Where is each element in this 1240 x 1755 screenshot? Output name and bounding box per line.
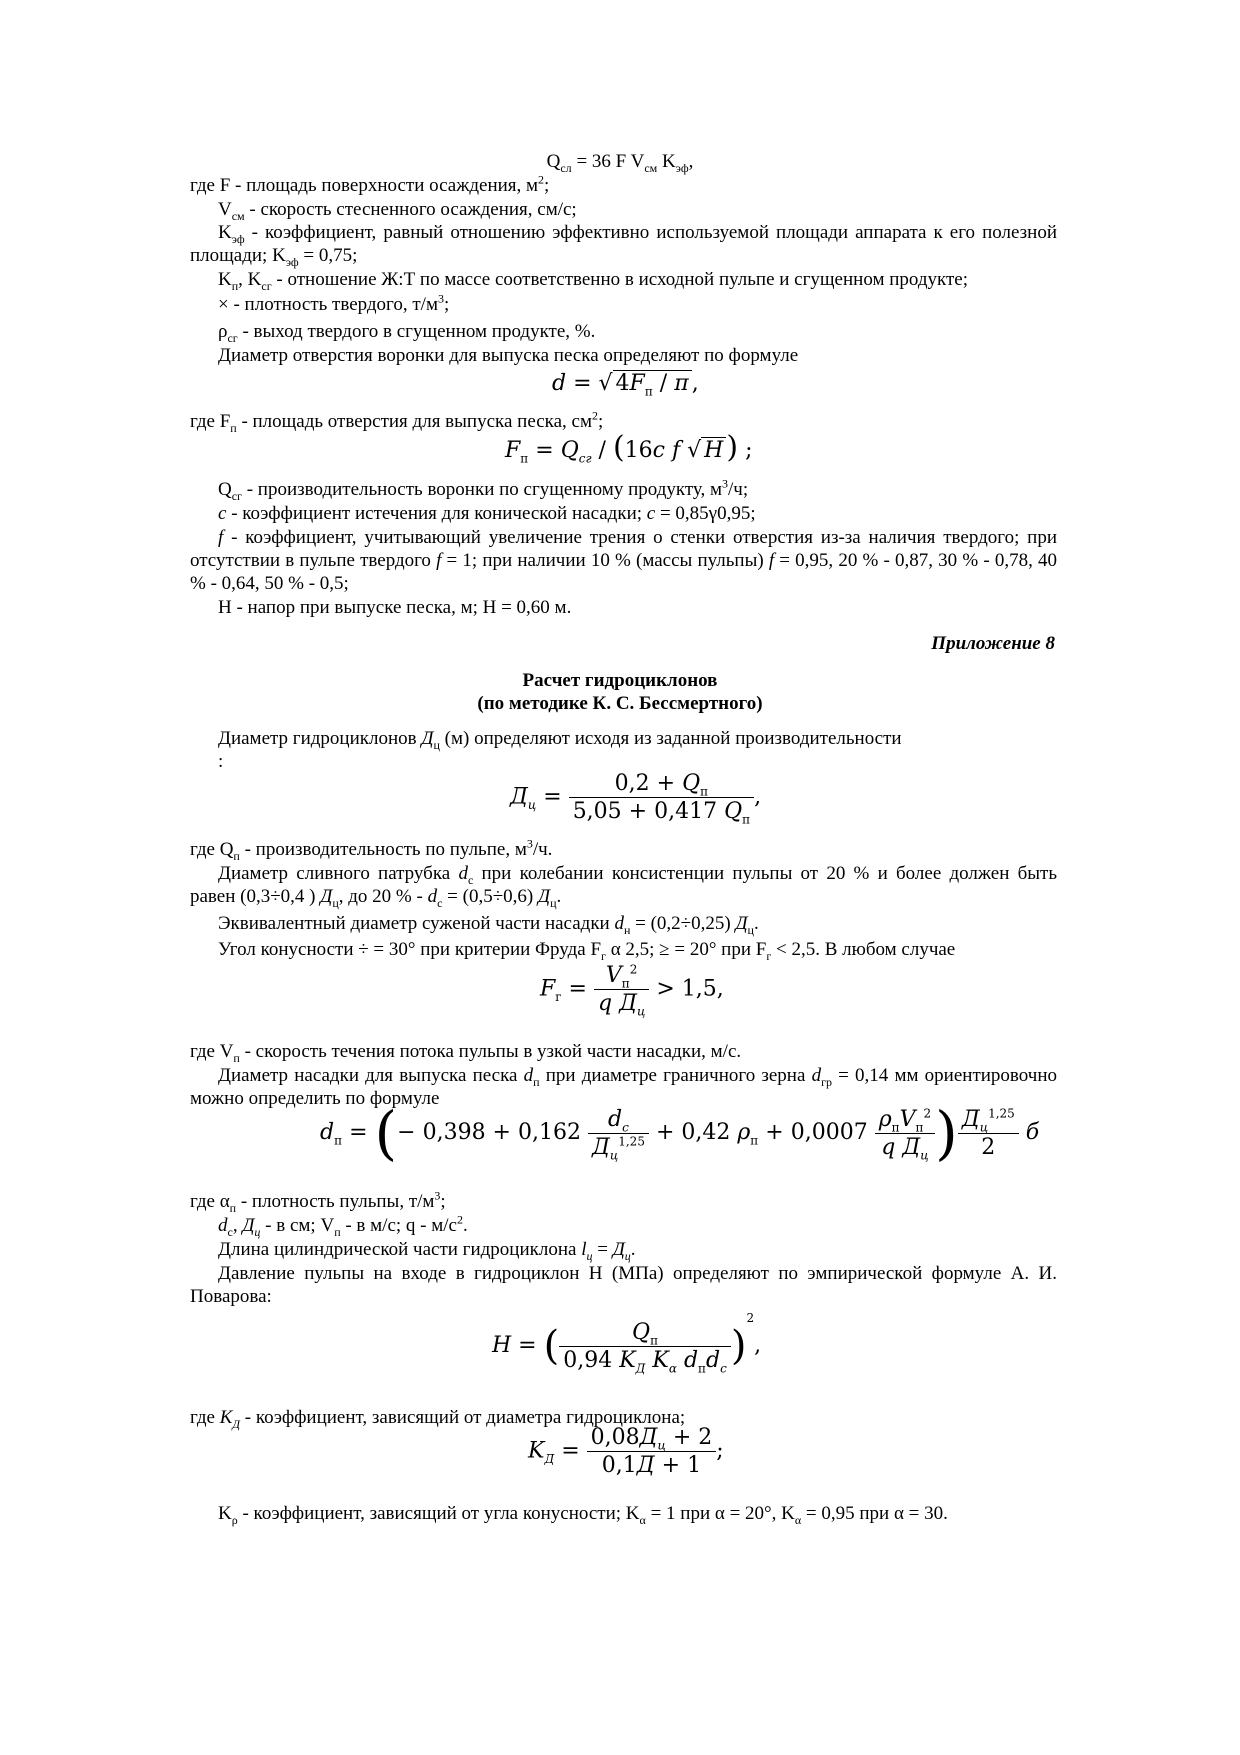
text-line: $\rho_{сг}$ - выход твердого в сгущенном продукте, %. [218, 321, 596, 345]
text-line: где $Q_п$ - производительность по пульпе, $м^3/ч$. [190, 836, 553, 863]
text-line: Длина цилиндрической части гидроциклона $l_ц = Д_ц$. [218, 1239, 636, 1263]
text-paragraph: Диаметр насадки для выпуска песка $d_п$ при диаметре граничного зерна $d_{гр} = 0,14$ мм ориентировочно можно определить по формуле [190, 1065, 1057, 1109]
text-line: × - плотность твердого, $т/м^3$; [218, 291, 450, 315]
text-line: где $V_п$ - скорость течения потока пульпы в узкой части насадки, м/с. [190, 1041, 742, 1065]
formula-d-c: $Д_ц$ = $\frac{0,2 + Q_п}{5,05 + 0,417 Q_п}$ , [510, 771, 762, 827]
text-line: где $\alpha_п$ - плотность пульпы, $т/м^3$; [190, 1188, 446, 1215]
text-line: Угол конусности ÷ = 30° при критерии Фруда $F_г$ α 2,5; ≥ = 20° при $F_г < 2,5$. В любом случае [218, 939, 956, 963]
text-line: где $K_Д$ - коэффициент, зависящий от диаметра гидроциклона; [190, 1407, 686, 1431]
text-line: $K_п$, $K_{сг}$ - отношение Ж:Т по массе соответственно в исходной пульпе и сгущенном продукте; [218, 269, 969, 293]
formula-froude: $F_г$ = $\frac{V_п^2}{q Д_ц}$ > 1,5, [540, 962, 724, 1019]
formula-f-p: $F_п = Q_{сг} / (16c$ f √ H ) ; [505, 430, 753, 466]
text-line: c - коэффициент истечения для конической насадки; c = 0,85γ0,95; [218, 503, 756, 524]
text-line: : [218, 751, 224, 772]
text-paragraph: Диаметр сливного патрубка $d_с$ при колебании консистенции пульпы от 20 % и более должен быть равен (0,3÷0,4 ) $Д_ц$, до 20 % - $d_с = (0,5\div 0,6)$ $Д_ц$. [190, 863, 1057, 910]
text-line: Диаметр гидроциклонов $Д_ц$ (м) определяют исходя из заданной производительности [218, 728, 902, 752]
text-paragraph: Давление пульпы на входе в гидроциклон H (МПа) определяют по эмпирической формуле А. И. Поварова: [190, 1263, 1057, 1307]
text-line: где $F_п$ - площадь отверстия для выпуска песка, $см^2$; [190, 408, 604, 435]
text-line: Диаметр отверстия воронки для выпуска песка определяют по формуле [218, 345, 799, 366]
formula-q-sl: $Q_{сл} = 36$ F $V_{см}$ $K_{эф}$, [546, 151, 694, 175]
section-subtitle: (по методике К. С. Бессмертного) [477, 693, 763, 714]
formula-h: H = ( $\frac{Q_п}{0,94 K_Д K_\alpha d_пd_с}$ )$^2$, [492, 1311, 762, 1375]
text-line: $K_\rho$ - коэффициент, зависящий от угла конусности; $K_\alpha = 1$ при α = 20°, $K_\alpha = 0,95$ при α = 30. [218, 1503, 948, 1527]
appendix-label: Приложение 8 [931, 633, 1055, 654]
text-line: $Q_{сг}$ - производительность воронки по сгущенному продукту, $м^3/ч$; [218, 476, 749, 503]
formula-d-n: $d_п$ = (− 0,398 + 0,162 $\frac{d_с}{Д_ц^{1,25}}$ + 0,42 $\rho_п + 0,0007$ $\frac{\rho_пV_п^2}{q Д_ц}$ ) $\frac{Д_ц^{1,25}}{2}$ б [320, 1099, 1040, 1167]
formula-d: d = √ $4F_п$ / π , [552, 371, 699, 399]
text-line: $d_с$, $Д_ц$ - в см; $V_п$ - в м/с; q - $м/с^2$. [218, 1212, 468, 1239]
text-paragraph: f - коэффициент, учитывающий увеличение трения о стенки отверстия из-за наличия твердого; при отсутствии в пульпе твердого f = 1; при наличии 10 % (массы пульпы) f = 0,95, 20 % - 0,87, 30 % - 0,78, 40 % - 0,64, 50 % - 0,5; [190, 527, 1057, 594]
text-paragraph: $K_{эф}$ - коэффициент, равный отношению эффективно используемой площади аппарата к его полезной площади; $K_{эф} = 0,75$; [190, 222, 1057, 269]
formula-k-d: $K_Д$ = $\frac{0,08Д_ц + 2}{0,1Д + 1}$ ; [528, 1425, 724, 1478]
text-line: H - напор при выпуске песка, м; H = 0,60 м. [218, 597, 572, 618]
text-line: где F - площадь поверхности осаждения, $м^2$; [190, 172, 550, 196]
text-line: Эквивалентный диаметр суженой части насадки $d_н = (0,2\div 0,25)$ $Д_ц$. [218, 913, 759, 937]
section-title: Расчет гидроциклонов [522, 670, 718, 691]
text-line: $V_{см}$ - скорость стесненного осаждения, см/с; [218, 199, 577, 223]
